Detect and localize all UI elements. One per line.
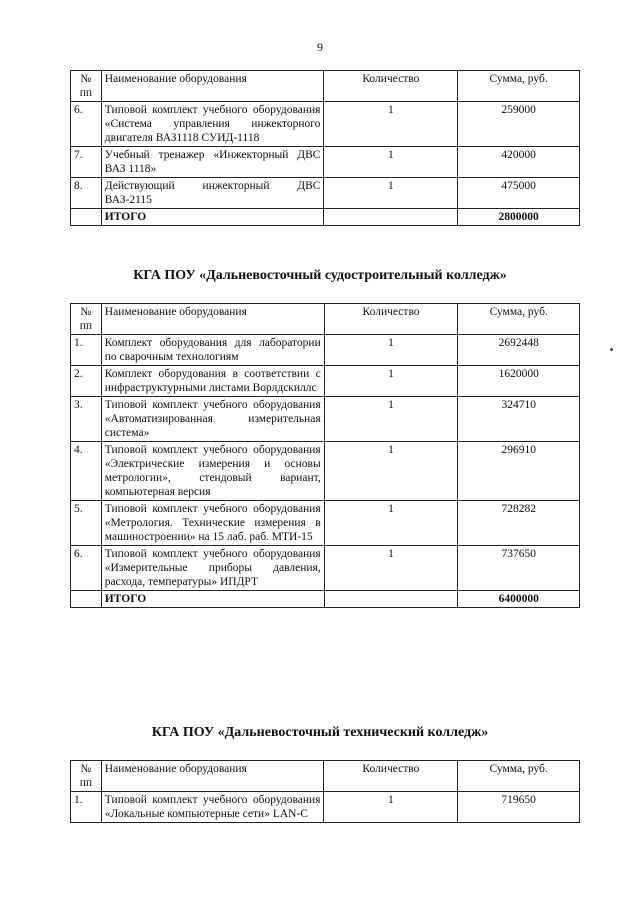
row-no: 3.	[71, 397, 102, 442]
row-sum: 728282	[458, 501, 580, 546]
row-sum: 719650	[458, 792, 580, 823]
equipment-table-2	[70, 303, 580, 608]
row-no: 6.	[71, 102, 102, 147]
page-number: 9	[317, 40, 323, 54]
row-qty: 1	[324, 792, 458, 823]
header-name: Наименование оборудования	[101, 761, 324, 792]
table-row	[71, 442, 580, 501]
row-sum: 475000	[458, 178, 580, 209]
row-qty: 1	[324, 366, 458, 397]
total-label: ИТОГО	[101, 209, 324, 226]
table-row	[71, 397, 580, 442]
row-sum: 324710	[458, 397, 580, 442]
header-qty: Количество	[324, 761, 458, 792]
row-qty: 1	[324, 102, 458, 147]
header-sum: Сумма, руб.	[458, 71, 580, 102]
total-label: ИТОГО	[101, 591, 324, 608]
header-no: № пп	[71, 304, 102, 335]
row-name: Действующий инжекторный ДВС ВАЗ-2115	[101, 178, 324, 209]
row-name: Типовой комплект учебного оборудования «Система управления инжекторного двигателя ВАЗ1118 СУИД-1118	[101, 102, 324, 147]
header-no: № пп	[71, 71, 102, 102]
total-sum: 2800000	[458, 209, 580, 226]
row-name: Типовой комплект учебного оборудования «Локальные компьютерные сети» LAN-C	[101, 792, 324, 823]
row-qty: 1	[324, 178, 458, 209]
equipment-table-1	[70, 70, 580, 226]
table-row	[71, 102, 580, 147]
row-sum: 420000	[458, 147, 580, 178]
row-sum: 1620000	[458, 366, 580, 397]
header-sum: Сумма, руб.	[458, 304, 580, 335]
section-title: КГА ПОУ «Дальневосточный судостроительный колледж»	[133, 268, 507, 283]
stray-mark	[610, 348, 613, 351]
header-name: Наименование оборудования	[101, 304, 324, 335]
table-row	[71, 546, 580, 591]
table-header-row	[71, 304, 580, 335]
total-sum: 6400000	[458, 591, 580, 608]
row-qty: 1	[324, 147, 458, 178]
row-sum: 737650	[458, 546, 580, 591]
row-no: 8.	[71, 178, 102, 209]
header-name: Наименование оборудования	[101, 71, 324, 102]
row-sum: 259000	[458, 102, 580, 147]
row-name: Типовой комплект учебного оборудования «Автоматизированная измерительная система»	[101, 397, 324, 442]
header-sum: Сумма, руб.	[458, 761, 580, 792]
row-no: 1.	[71, 335, 102, 366]
row-qty: 1	[324, 335, 458, 366]
row-sum: 296910	[458, 442, 580, 501]
table-row	[71, 147, 580, 178]
total-row	[71, 209, 580, 226]
row-no: 6.	[71, 546, 102, 591]
row-name: Типовой комплект учебного оборудования «Электрические измерения и основы метрологии», стендовый вариант, компьютерная версия	[101, 442, 324, 501]
row-name: Учебный тренажер «Инжекторный ДВС ВАЗ 1118»	[101, 147, 324, 178]
row-no: 5.	[71, 501, 102, 546]
total-empty-cell	[71, 591, 102, 608]
header-qty: Количество	[324, 304, 458, 335]
header-no: № пп	[71, 761, 102, 792]
row-qty: 1	[324, 442, 458, 501]
row-no: 1.	[71, 792, 102, 823]
row-qty: 1	[324, 501, 458, 546]
section-title: КГА ПОУ «Дальневосточный технический колледж»	[151, 725, 489, 740]
row-no: 4.	[71, 442, 102, 501]
header-qty: Количество	[324, 71, 458, 102]
row-name: Типовой комплект учебного оборудования «Метрология. Технические измерения в машиностроении» на 15 лаб. раб. МТИ-15	[101, 501, 324, 546]
table-row	[71, 792, 580, 823]
row-qty: 1	[324, 397, 458, 442]
row-sum: 2692448	[458, 335, 580, 366]
row-name: Комплект оборудования для лаборатории по сварочным технологиям	[101, 335, 324, 366]
row-name: Комплект оборудования в соответствии с инфраструктурными листами Ворлдскиллс	[101, 366, 324, 397]
row-qty: 1	[324, 546, 458, 591]
table-row	[71, 335, 580, 366]
table-row	[71, 366, 580, 397]
equipment-table-3	[70, 760, 580, 823]
total-empty-cell	[324, 209, 458, 226]
total-empty-cell	[71, 209, 102, 226]
table-header-row	[71, 761, 580, 792]
row-no: 2.	[71, 366, 102, 397]
table-row	[71, 501, 580, 546]
total-empty-cell	[324, 591, 458, 608]
table-row	[71, 178, 580, 209]
total-row	[71, 591, 580, 608]
row-name: Типовой комплект учебного оборудования «Измерительные приборы давления, расхода, температуры» ИПДРТ	[101, 546, 324, 591]
row-no: 7.	[71, 147, 102, 178]
table-header-row	[71, 71, 580, 102]
